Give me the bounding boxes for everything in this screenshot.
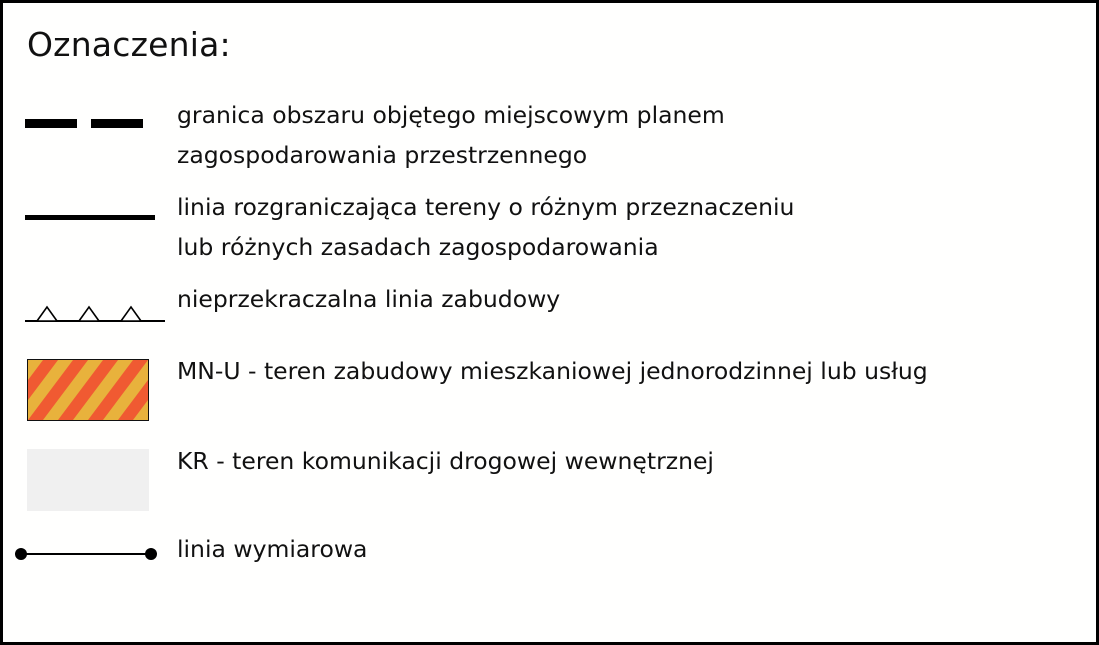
legend-label-separation-line: [175, 187, 1096, 267]
legend-item-building-line: [3, 279, 1096, 351]
legend-label-building-line1: nieprzekraczalna linia zabudowy: [177, 285, 561, 313]
legend-item-mnu: [3, 351, 1096, 441]
legend-item-separation-line: [3, 187, 1096, 279]
legend-title: Oznaczenia:: [27, 25, 231, 64]
symbol-cell-building-line: [25, 279, 175, 351]
legend-label-mnu-line1: MN-U - teren zabudowy mieszkaniowej jednorodzinnej lub usług: [177, 357, 928, 385]
legend-label-dimension-line1: linia wymiarowa: [177, 535, 368, 563]
legend-label-separation-line2: lub różnych zasadach zagospodarowania: [177, 233, 659, 261]
legend-label-building-line: [175, 279, 1096, 319]
symbol-cell-kr: [25, 441, 175, 529]
legend-item-dimension-line: [3, 529, 1096, 599]
legend-item-kr: [3, 441, 1096, 529]
hatched-orange-swatch-icon: [27, 359, 149, 421]
legend-item-list: [3, 95, 1096, 599]
solid-line-icon: [25, 215, 155, 220]
legend-label-separation-line1: linia rozgraniczająca tereny o różnym przeznaczeniu: [177, 193, 795, 221]
grey-swatch-icon: [27, 449, 149, 511]
legend-item-boundary: [3, 95, 1096, 187]
legend-label-kr-line1: KR - teren komunikacji drogowej wewnętrznej: [177, 447, 714, 475]
legend-label-kr: [175, 441, 1096, 481]
dimension-line-icon: [13, 547, 163, 561]
legend-label-boundary-line1: granica obszaru objętego miejscowym planem: [177, 101, 725, 129]
symbol-cell-dimension-line: [25, 529, 175, 599]
legend-label-boundary-line2: zagospodarowania przestrzennego: [177, 141, 588, 169]
symbol-cell-separation-line: [25, 187, 175, 279]
legend-label-boundary: [175, 95, 1096, 175]
dashed-boundary-line-icon: [25, 119, 155, 128]
legend-label-mnu: [175, 351, 1096, 391]
triangle-building-line-icon: [25, 291, 165, 327]
legend-label-dimension-line: [175, 529, 1096, 569]
symbol-cell-mnu: [25, 351, 175, 441]
